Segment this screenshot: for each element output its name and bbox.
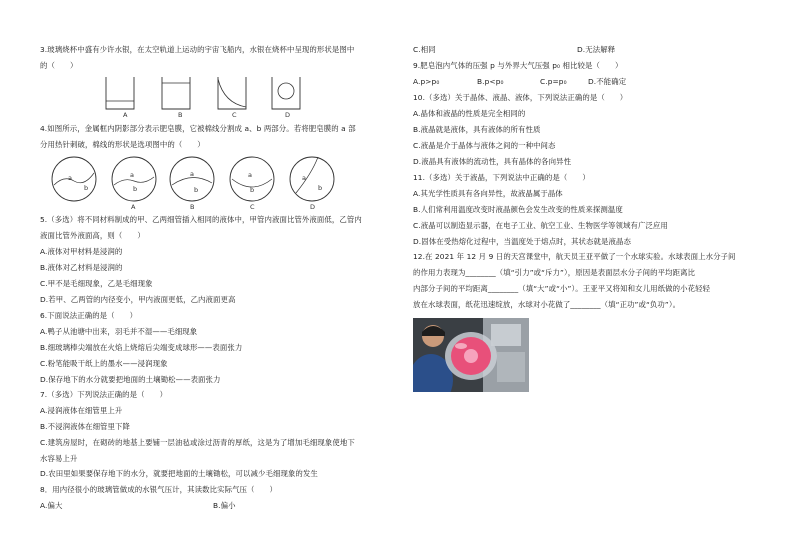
q3-label-c: C (232, 111, 237, 119)
q10-option-d: D.液晶具有液体的流动性，具有晶体的各向异性 (413, 157, 572, 166)
ring-d (290, 157, 334, 201)
q10-option-c: C.液晶是介于晶体与液体之间的一种中间态 (413, 141, 556, 150)
q4-ring2-a: a (190, 170, 194, 178)
q4-label-c: C (250, 203, 255, 211)
q5-option-d: D.若甲、乙两管的内径变小，甲内液面更低，乙内液面更高 (40, 295, 236, 304)
q6-option-b: B.细玻璃棒尖端放在火焰上烧熔后尖端变成球形——表面张力 (40, 343, 243, 352)
q12-line4: 放在水球表面，纸花迅速绽放，水球对小花做了________（填“正功”或“负功”）。 (413, 300, 681, 309)
q9-option-b: B.p<p₀ (477, 77, 504, 86)
beaker-c (218, 77, 246, 109)
q3-stem-line2: 的（ ） (40, 61, 78, 70)
q4-label-a: A (131, 203, 136, 211)
q5-stem-line2: 液面比管外液面高，则（ ） (40, 231, 145, 240)
q10-option-a: A.晶体和液晶的性质是完全相同的 (413, 109, 526, 118)
q7-option-a: A.浸润液体在细管里上升 (40, 406, 123, 415)
q4-ring1-b: b (133, 185, 138, 193)
q5-option-a: A.液体对甲材料是浸润的 (40, 247, 123, 256)
q4-ring4-a: a (302, 174, 306, 182)
beaker-d (272, 77, 300, 109)
photo-illustration (413, 318, 529, 392)
q11-stem: 11.（多选）关于液晶，下列说法中正确的是（ ） (413, 173, 590, 182)
beaker-b (162, 77, 190, 109)
q3-stem-line1: 3.玻璃烧杯中盛有少许水银，在太空轨道上运动的宇宙飞船内，水银在烧杯中呈现的形状是图中 (40, 45, 355, 54)
q6-option-d: D.保存地下的水分就要把地面的土壤锄松——表面张力 (40, 375, 221, 384)
q4-label-d: D (310, 203, 316, 211)
q4-ring2-b: b (194, 186, 199, 194)
q7-option-d: D.农田里如果要保存地下的水分，就要把地面的土壤锄松，可以减少毛细现象的发生 (40, 469, 318, 478)
q6-stem: 6.下面说法正确的是（ ） (40, 311, 138, 320)
q4-stem-line2: 分用热针刺破，棉线的形状是选项图中的（ ） (40, 140, 205, 149)
q7-option-b: B.不浸润液体在细管里下降 (40, 422, 131, 431)
ring-a (112, 157, 156, 201)
water-ball-experiment-photo (413, 318, 529, 392)
q5-stem-line1: 5.（多选）将不同材料制成的甲、乙两细管插入相同的液体中，甲管内液面比管外液面低，乙管内 (40, 215, 362, 224)
q3-label-a: A (123, 111, 128, 119)
q7-option-c: C.建筑房屋时，在砌砖的地基上要铺一层油毡或涂过沥青的厚纸，这是为了增加毛细现象使地下 (40, 438, 355, 447)
q6-option-c: C.粉笔能吸干纸上的墨水——浸润现象 (40, 359, 168, 368)
q5-option-c: C.甲不是毛细现象，乙是毛细现象 (40, 279, 153, 288)
q3-beaker-figures (100, 73, 310, 119)
q4-ring1-a: a (130, 171, 134, 179)
q4-ring3-b: b (250, 186, 255, 194)
q9-option-d: D.不能确定 (588, 77, 627, 86)
q7-stem: 7.（多选）下列说法正确的是（ ） (40, 390, 168, 399)
q8-option-a: A.偏大 (40, 501, 63, 510)
q4-ring3-a: a (248, 171, 252, 179)
q10-option-b: B.液晶就是液体，具有液体的所有性质 (413, 125, 541, 134)
q12-line3: 内部分子间的平均距离________（填“大”或“小”）。王亚平又将知和女儿用纸做的小花轻轻 (413, 284, 711, 293)
q9-option-a: A.p>p₀ (413, 77, 440, 86)
q12-line2: 的作用力表现为________（填“引力”或“斥力”），原因是表面层水分子间的平均距离比 (413, 268, 696, 277)
q9-option-c: C.p=p₀ (540, 77, 567, 86)
q11-option-c: C.液晶可以制造显示器，在电子工业、航空工业、生物医学等领域有广泛应用 (413, 221, 668, 230)
ring-original (52, 157, 96, 201)
q10-stem: 10.（多选）关于晶体、液晶、液体，下列说法正确的是（ ） (413, 93, 628, 102)
q3-label-d: D (285, 111, 291, 119)
q9-stem: 9.肥皂泡内气体的压强 p 与外界大气压强 p₀ 相比较是（ ） (413, 61, 623, 70)
q4-stem-line1: 4.如图所示，金属框内阴影部分表示肥皂膜，它被棉线分割成 a、b 两部分。若将肥皂膜的 a 部 (40, 124, 356, 133)
q4-ring0-b: b (84, 184, 89, 192)
q8-stem: 8．用内径很小的玻璃管做成的水银气压计，其读数比实际气压（ ） (40, 485, 278, 494)
beaker-a (106, 77, 134, 109)
q6-option-a: A.鸭子从池塘中出来，羽毛并不湿——毛细现象 (40, 327, 198, 336)
ring-c (230, 157, 274, 201)
q5-option-b: B.液体对乙材料是浸润的 (40, 263, 123, 272)
q8-option-c: C.相同 (413, 45, 436, 54)
q12-line1: 12.在 2021 年 12 月 9 日的天宫课堂中，航天员王亚平做了一个水球实验。水球表面上水分子间 (413, 252, 736, 261)
q11-option-b: B.人们常利用温度改变时液晶颜色会发生改变的性质来探测温度 (413, 205, 623, 214)
q4-ring4-b: b (318, 184, 323, 192)
q11-option-d: D.固体在受热熔化过程中，当温度处于熔点时，其状态就是液晶态 (413, 237, 631, 246)
q4-ring0-a: a (68, 174, 72, 182)
q8-option-d: D.无法解释 (577, 45, 616, 54)
q7-option-c-cont: 水容易上升 (40, 454, 78, 463)
q3-label-b: B (178, 111, 183, 119)
q11-option-a: A.其光学性质具有各向异性，故液晶属于晶体 (413, 189, 563, 198)
q4-label-b: B (190, 203, 195, 211)
q8-option-b: B.偏小 (213, 501, 236, 510)
ring-b (170, 157, 214, 201)
